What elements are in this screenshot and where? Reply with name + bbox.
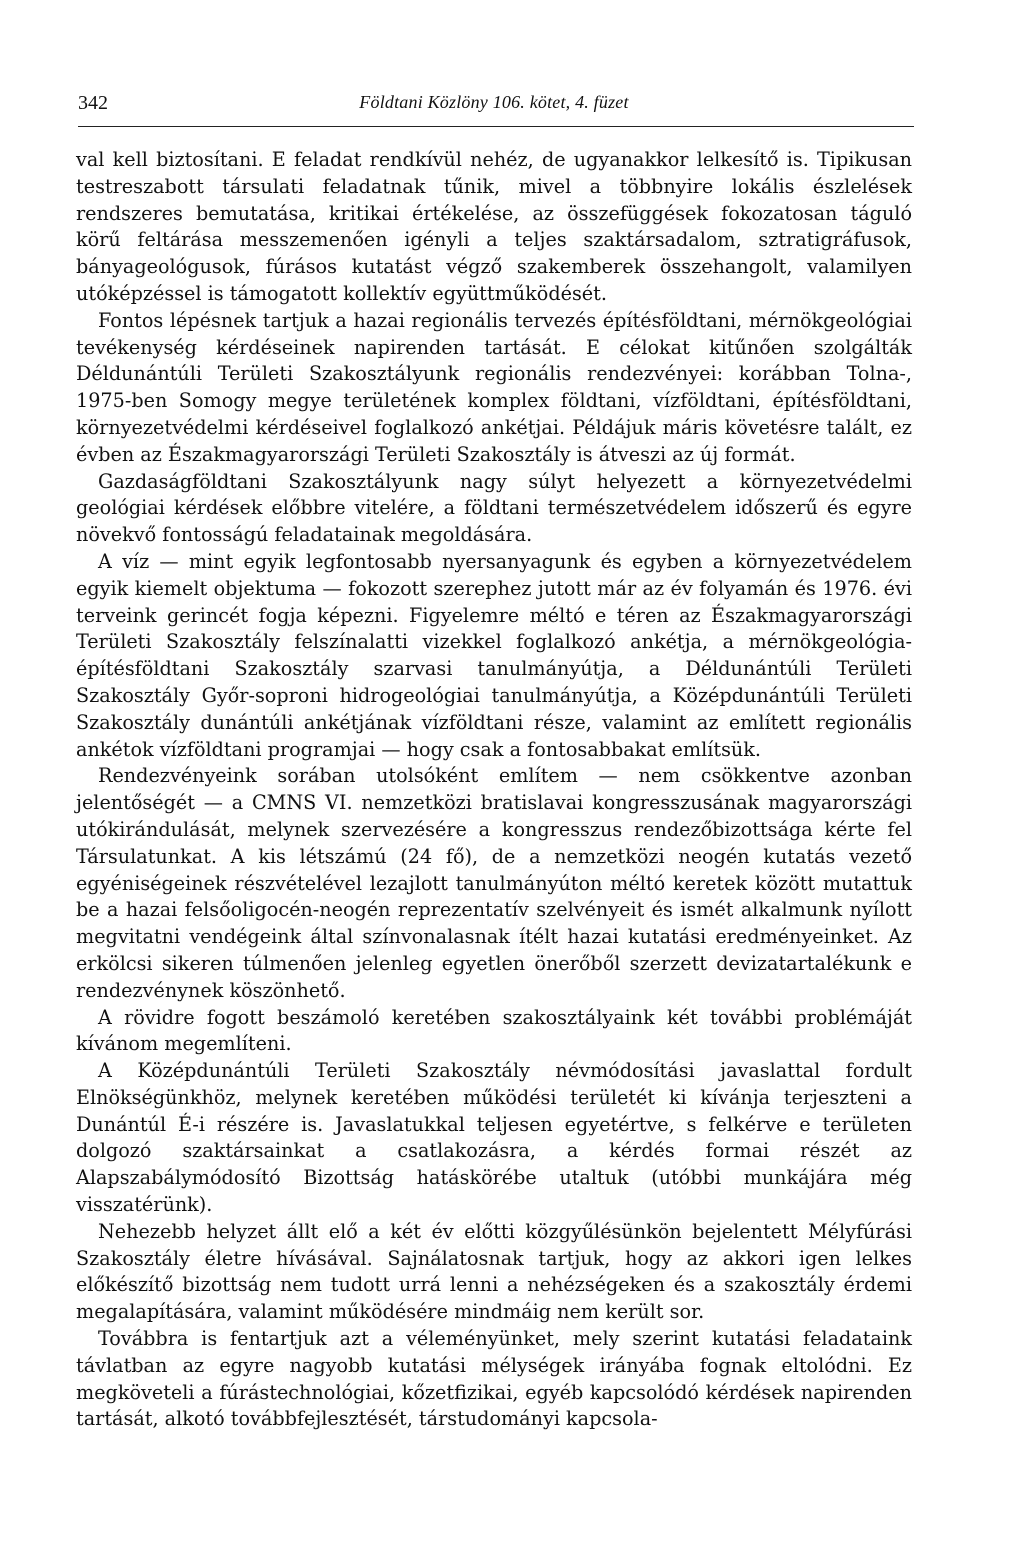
body-text [76, 147, 912, 1433]
paragraph: Nehezebb helyzet állt elő a két év előtti közgyűlésünkön bejelentett Mélyfúrási Szakosztály életre hívásával. Sajnálatosnak tartjuk, hogy az akkori igen lelkes előkészítő bizottság nem tudott urrá lenni a nehézségeken és a szakosztály érdemi megalapítására, valamint működésére mindmáig nem került sor. [76, 1219, 912, 1324]
page-number: 342 [78, 92, 108, 114]
paragraph: Rendezvényeink sorában utolsóként említem — nem csökkentve azonban jelentőségét — a CMNS VI. nemzetközi bratislavai kongresszusának magyarországi utókirándulását, melynek szervezésére a kongresszus rendezőbizottsága kérte fel Társulatunkat. A kis létszámú (24 fő), de a nemzetközi neogén kutatás vezető egyéniségeinek részvételével lezajlott tanulmányúton méltó keretek között mutattuk be a hazai felsőoligocén-neogén reprezentatív szelvényeit és ismét alkalmunk nyílott megvitatni vendégeink által színvonalasnak ítélt hazai kutatási eredményeinket. Az erkölcsi sikeren túlmenően jelenleg egyetlen önerőből szerzett devizatartalékunk e rendezvénynek köszönhető. [76, 764, 912, 1002]
paragraph: Továbbra is fentartjuk azt a véleményünket, mely szerint kutatási feladataink távlatban az egyre nagyobb kutatási mélységek irányába fognak eltolódni. Ez megköveteli a fúrástechnológiai, kőzetfizikai, egyéb kapcsolódó kérdések napirenden tartását, alkotó továbbfejlesztését, társtudományi kapcsola- [76, 1327, 912, 1431]
paragraph: A Középdunántúli Területi Szakosztály névmódosítási javaslattal fordult Elnökségünkhöz, melynek keretében működési területét ki kívánja terjeszteni a Dunántúl É-i részére is. Javaslatukkal teljesen egyetértve, s felkérve e területen dolgozó szaktársainkat a csatlakozásra, a kérdés formai részét az Alapszabálymódosító Bizottság hatáskörébe utaltuk (utóbbi munkájára még visszatérünk). [76, 1059, 912, 1217]
running-title: Földtani Közlöny 106. kötet, 4. füzet [359, 92, 629, 112]
header-rule [78, 126, 914, 127]
paragraph: val kell biztosítani. E feladat rendkívül nehéz, de ugyanakkor lelkesítő is. Tipikusan testreszabott társulati feladatnak tűnik, mivel a többnyire lokális észlelések rendszeres bemutatása, kritikai értékelése, az összefüggések fokozatosan táguló körű feltárása messzemenően igényli a teljes szaktársadalom, sztratigráfusok, bányageológusok, fúrásos kutatást végző szakemberek összehangolt, valamilyen utóképzéssel is támogatott kollektív együttműködését. [76, 148, 912, 305]
paragraph: A víz — mint egyik legfontosabb nyersanyagunk és egyben a környezetvédelem egyik kiemelt objektuma — fokozott szerephez jutott már az év folyamán és 1976. évi terveink gerincét fogja képezni. Figyelemre méltó e téren az Északmagyarországi Területi Szakosztály felszínalatti vizekkel foglalkozó ankétja, a mérnökgeológia-építésföldtani Szakosztály szarvasi tanulmányútja, a Déldunántúli Területi Szakosztály Győr-soproni hidrogeológiai tanulmányútja, a Középdunántúli Területi Szakosztály dunántúli ankétjának vízföldtani része, valamint az említett regionális ankétok vízföldtani programjai — hogy csak a fontosabbakat említsük. [76, 549, 912, 761]
paragraph: Gazdaságföldtani Szakosztályunk nagy súlyt helyezett a környezetvédelmi geológiai kérdések előbbre vitelére, a földtani természetvédelem időszerű és egyre növekvő fontosságú feladatainak megoldására. [76, 469, 912, 547]
page-header [78, 92, 910, 122]
paragraph: A rövidre fogott beszámoló keretében szakosztályaink két további problémáját kívánom megemlíteni. [76, 1005, 912, 1056]
paragraph: Fontos lépésnek tartjuk a hazai regionális tervezés építésföldtani, mérnökgeológiai tevékenység kérdéseinek napirenden tartását. E célokat kitűnően szolgálták Déldunántúli Területi Szakosztályunk regionális rendezvényei: korábban Tolna-, 1975-ben Somogy megye területének komplex földtani, vízföldtani, építésföldtani, környezetvédelmi kérdéseivel foglalkozó ankétjai. Példájuk máris követésre talált, ez évben az Északmagyarországi Területi Szakosztály is átveszi az új formát. [76, 308, 912, 466]
